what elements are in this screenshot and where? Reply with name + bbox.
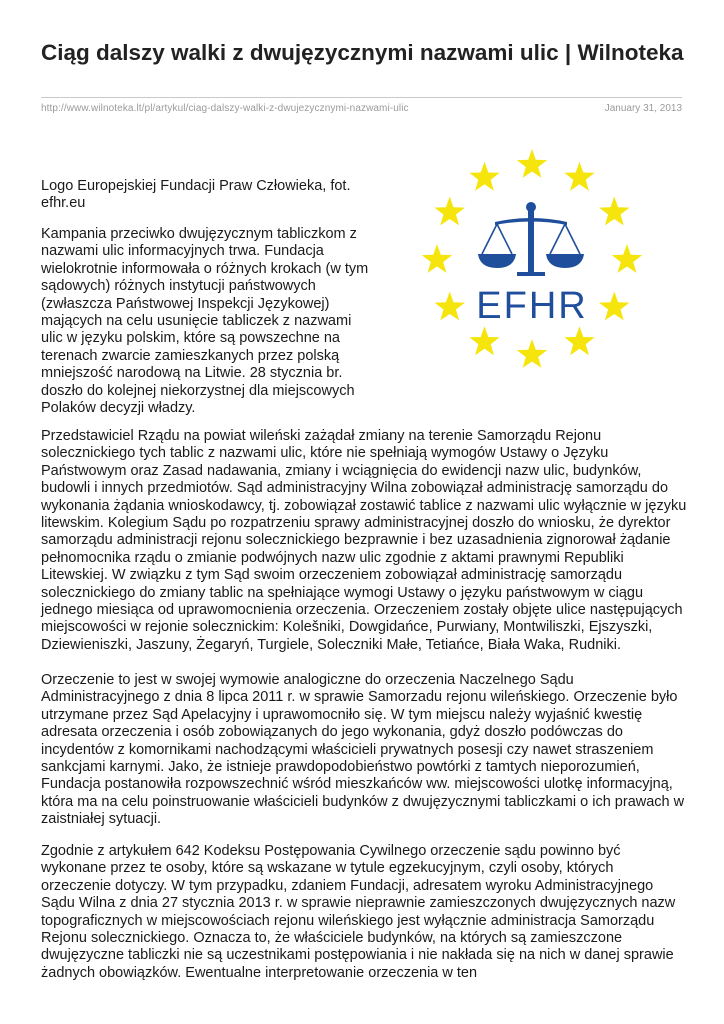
star-icon <box>517 149 547 178</box>
star-icon <box>517 339 547 368</box>
body-paragraph-3: Zgodnie z artykułem 642 Kodeksu Postępowania Cywilnego orzeczenie sądu powinno być wykonane przez te osoby, które są wskazane w tytule egzekucyjnym, czyli osoby, których orzeczenie dotyczy. W tym przypadku, zdaniem Fundacji, adresatem wyroku Administracyjnego Sądu Wilna z dnia 27 stycznia 2013 r. w sprawie nieprawnie zamieszczonych dwujęzycznych nazw topograficznych w miejscowościach rejonu wileńskiego jest wyłącznie administracja Samorządu Rejonu solecznickiego. Oznacza to, że właściciele budynków, na których są zamieszczone dwujęzyczne tabliczki nie są uczestnikami postępowiania i nie nakłada się na nich w danej sprawie żadnych obowiązków. Ewentualne interpretowanie orzeczenia w ten <box>41 843 676 981</box>
star-icon <box>612 244 642 273</box>
efhr-logo <box>414 148 650 372</box>
article-date: January 31, 2013 <box>604 103 682 114</box>
star-icon <box>564 162 594 191</box>
star-icon <box>422 244 452 273</box>
body-paragraph-2: Orzeczenie to jest w swojej wymowie analogiczne do orzeczenia Naczelnego Sądu Administracyjnego z dnia 8 lipca 2011 r. w sprawie Samorzadu rejonu wileńskiego. Orzeczenie było utrzymane przez Sąd Apelacyjny i uprawomocniło się. W tym miejscu należy wyjaśnić kwestię adresata orzeczenia i osób zobowiązanych do jego wykonania, gdyż doszło podówczas do incydentów z komornikami nachodzącymi właścicieli prywatnych posesji czy nawet straszeniem sankcjami karnymi. Jako, że istnieje prawdopodobieństwo powtórki z tamtych nieporozumień, Fundacja postanowiła rozpowszechnić wśród mieszkańców ww. miejscowości ulotkę informacyjną, która ma na celu poinstruowanie właścicieli budynków z dwujęzycznymi tabliczkami o ich prawach w zaistniałej sytuacji. <box>41 672 685 828</box>
star-icon <box>469 326 499 355</box>
image-caption: Logo Europejskiej Fundacji Praw Człowieka, fot. efhr.eu <box>41 178 351 212</box>
body-paragraph-1: Przedstawiciel Rządu na powiat wileński zażądał zmiany na terenie Samorządu Rejonu solecznickiego tych tablic z nazwami ulic, które nie spełniają wymogów Ustawy o Języku Państwowym oraz Zasad nadawania, zmiany i wciągnięcia do ewidencji nazw ulic, budynków, budowli i innych przedmiotów. Sąd administracyjny Wilna zobowiązał administrację samorządu do wykonania żądania wnioskodawcy, tj. zobowiązał zostawić tablice z nazwami ulic wyłącznie w języku litewskim. Kolegium Sądu po rozpatrzeniu sprawy administracyjnej doszło do wniosku, że dyrektor samorządu administracji rejonu solecznickiego bezprawnie i bez uzasadnienia zignorował żądanie pełnomocnika rządu o zmianie podwójnych nazw ulic zgodnie z aktami prawnymi Republiki Litewskiej. W związku z tym Sąd swoim orzeczeniem zobowiązał administrację samorządu solecznickiego do zmiany tablic na spełniające wymogi Ustawy o języku państwowym w ciągu jednego miesiąca od uprawomocnienia orzeczenia. Orzeczeniem zostały objęte ulice następujących miejscowości w rejonie solecznickim: Kolešniki, Dowgidańce, Purwiany, Montwiliszki, Ejszyszki, Dziewieniszki, Jaszuny, Żegaryń, Turgiele, Soleczniki Małe, Tetiańce, Biała Waka, Rudniki. <box>41 428 687 653</box>
page-title: Ciąg dalszy walki z dwujęzycznymi nazwami ulic | Wilnoteka <box>41 40 684 65</box>
logo-text: EFHR <box>476 285 588 327</box>
star-icon <box>435 197 465 226</box>
star-icon <box>599 197 629 226</box>
intro-paragraph: Kampania przeciwko dwujęzycznym tabliczkom z nazwami ulic informacyjnych trwa. Fundacja wielokrotnie informowała o różnych krokach (w tym sądowych) różnych instytucji państwowych (zwłaszcza Państwowej Inspekcji Językowej) mających na celu usunięcie tabliczek z nazwami ulic w języku polskim, które są powszechne na terenach zwarcie zamieszkanych przez polską mniejszość narodową na Litwie. 28 stycznia br. doszło do kolejnej niekorzystnej dla miejscowych Polaków decyzji władzy. <box>41 226 369 417</box>
star-icon <box>469 162 499 191</box>
scales-icon <box>478 202 584 276</box>
article-url[interactable]: http://www.wilnoteka.lt/pl/artykul/ciag-dalszy-walki-z-dwujezycznymi-nazwami-ulic <box>41 103 409 114</box>
star-icon <box>564 326 594 355</box>
star-icon <box>599 292 629 321</box>
star-icon <box>435 292 465 321</box>
efhr-logo-graphic <box>414 148 650 372</box>
header-divider <box>41 97 682 98</box>
